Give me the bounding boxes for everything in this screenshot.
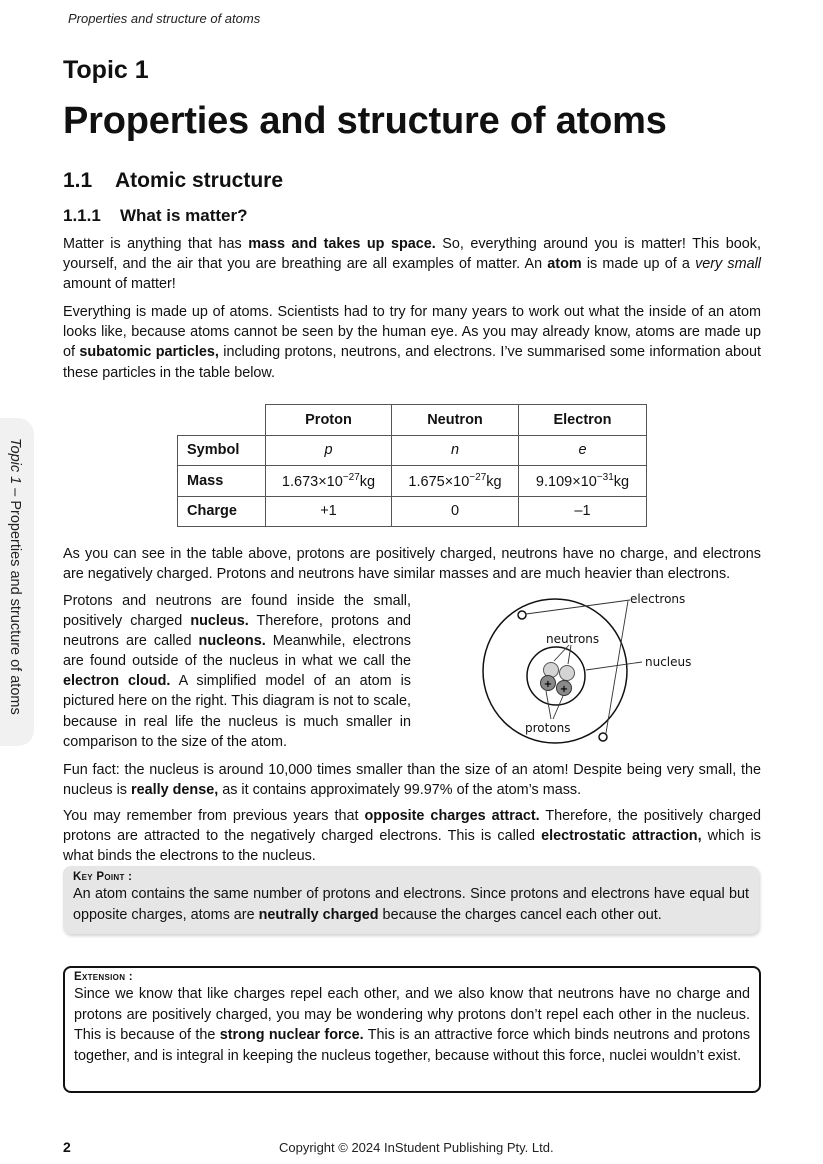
side-tab-separator: –	[7, 484, 23, 501]
atom-model-diagram	[470, 585, 720, 755]
paragraph-atoms-intro: Everything is made up of atoms. Scientists had to try for many years to work out what the inside of an atom looks like, because atoms cannot be seen by the human eye. As you may already know, atoms are made up of subatomic particles, including protons, neutrons, and electrons. I’ve summarised some information about these particles in the table below.	[63, 304, 761, 381]
copyright-notice: Copyright © 2024 InStudent Publishing Pty. Ltd.	[279, 1140, 554, 1155]
paragraph-charges-summary: As you can see in the table above, protons are positively charged, neutrons have no charge, and electrons are negatively charged. Protons and neutrons have similar masses and are much heavier than electrons.	[63, 546, 761, 583]
svg-text:+: +	[543, 679, 553, 690]
extension-body: Since we know that like charges repel each other, and we also know that neutrons have no charge and protons are positively charged, you may be wondering why protons don’t repel each other in the nucleus. This is because of the strong nuclear force. This is an attractive force which binds neutrons and protons together, and is integral in keeping the nucleus together, because without this force, nuclei wouldn’t exist.	[74, 986, 751, 1064]
column-header: Proton	[266, 405, 392, 436]
key-point-box	[63, 866, 759, 934]
column-header: Neutron	[392, 405, 519, 436]
table-cell: e	[519, 435, 647, 466]
table-cell: $9.109\times 10^{-31}kg$	[519, 466, 647, 497]
topic-label: Topic 1	[63, 56, 149, 84]
side-tab-label	[7, 438, 23, 715]
side-tab-topic: Topic 1	[7, 438, 23, 485]
section-number: 1.1	[63, 169, 93, 192]
particle-table	[177, 404, 647, 527]
label-electrons: electrons	[630, 592, 686, 606]
table-cell: $1.673\times 10^{-27}kg$	[266, 466, 392, 497]
table-row	[178, 466, 647, 497]
subsection-title: What is matter?	[120, 206, 248, 225]
key-point-title: Key Point :	[73, 871, 133, 883]
table-corner	[178, 405, 266, 436]
table-cell: +1	[266, 496, 392, 527]
subsection-number: 1.1.1	[63, 206, 101, 225]
paragraph-matter-definition: Matter is anything that has mass and takes up space. So, everything around you is matter! This book, yourself, and the air that you are breathing are all examples of matter. An atom is made up of a very small amount of matter!	[63, 236, 762, 293]
section-title: Atomic structure	[115, 169, 284, 192]
column-header: Electron	[519, 405, 647, 436]
svg-text:+: +	[559, 684, 569, 695]
extension-title: Extension :	[74, 971, 133, 983]
page-title: Properties and structure of atoms	[63, 100, 667, 142]
label-protons: protons	[525, 721, 571, 735]
table-row	[178, 435, 647, 466]
table-cell: 0	[392, 496, 519, 527]
label-nucleus: nucleus	[645, 655, 692, 669]
row-header: Charge	[178, 496, 266, 527]
extension-box	[63, 966, 761, 1093]
key-point-body: An atom contains the same number of protons and electrons. Since protons and electrons have equal but opposite charges, atoms are neutrally charged because the charges cancel each other out.	[73, 886, 749, 923]
paragraph-nucleus: Protons and neutrons are found inside the small, positively charged nucleus. Therefore, protons and neutrons are called nucleons. Meanwhile, electrons are found outside of the nucleus in what we call the electron cloud. A simplified model of an atom is pictured here on the right. This diagram is not to scale, because in real life the nucleus is much smaller in comparison to the size of the atom.	[63, 593, 412, 750]
label-neutrons: neutrons	[546, 632, 600, 646]
table-cell: –1	[519, 496, 647, 527]
section-heading	[63, 169, 283, 193]
table-cell: n	[392, 435, 519, 466]
row-header: Mass	[178, 466, 266, 497]
table-cell: $1.675\times 10^{-27}kg$	[392, 466, 519, 497]
side-tab-title: Properties and structure of atoms	[7, 500, 23, 715]
paragraph-electrostatic: You may remember from previous years that opposite charges attract. Therefore, the positively charged protons are attracted to the negatively charged electrons. This is called electrostatic attraction, which is what binds the electrons to the nucleus.	[63, 808, 761, 865]
table-row	[178, 496, 647, 527]
table-cell: p	[266, 435, 392, 466]
table-header-row	[178, 405, 647, 436]
running-header: Properties and structure of atoms	[68, 11, 261, 26]
paragraph-fun-fact: Fun fact: the nucleus is around 10,000 times smaller than the size of an atom! Despite being very small, the nucleus is really dense, as it contains approximately 99.97% of the atom’s mass.	[63, 762, 761, 799]
row-header: Symbol	[178, 435, 266, 466]
subsection-heading	[63, 206, 248, 226]
page-number: 2	[63, 1139, 71, 1155]
